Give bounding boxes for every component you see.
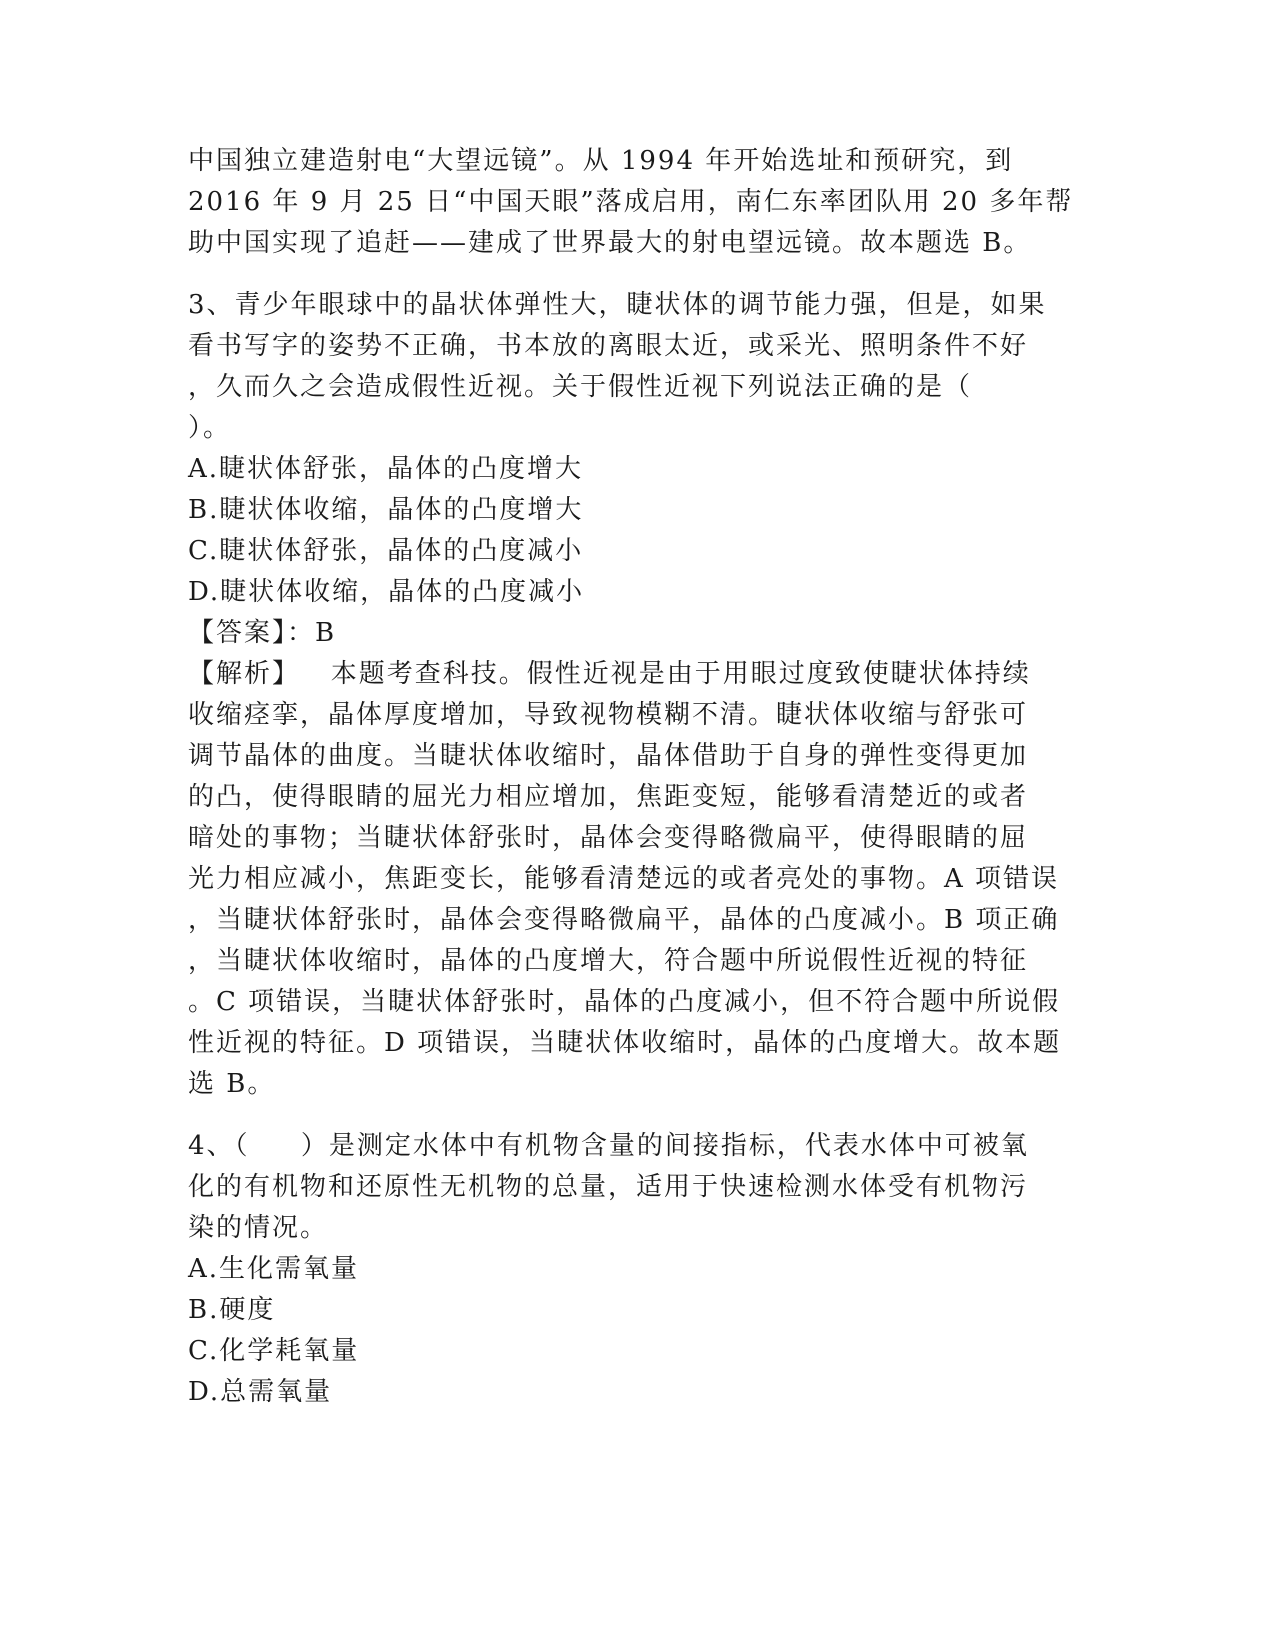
question-3-analysis-line: 的凸，使得眼睛的屈光力相应增加，焦距变短，能够看清楚近的或者: [188, 782, 1029, 812]
question-3-analysis-line: 收缩痉挛，晶体厚度增加，导致视物模糊不清。睫状体收缩与舒张可: [188, 700, 1029, 730]
question-4-stem-line: 化的有机物和还原性无机物的总量，适用于快速检测水体受有机物污: [188, 1172, 1029, 1202]
question-3-option-a: A.睫状体舒张，晶体的凸度增大: [188, 454, 584, 484]
question-4-option-c: C.化学耗氧量: [188, 1336, 360, 1366]
question-3-analysis-line: ，当睫状体收缩时，晶体的凸度增大，符合题中所说假性近视的特征: [188, 946, 1029, 976]
text-line: 助中国实现了追赶——建成了世界最大的射电望远镜。故本题选 B。: [188, 228, 1032, 258]
question-3-analysis-line: 。C 项错误，当睫状体舒张时，晶体的凸度减小，但不符合题中所说假: [188, 987, 1061, 1017]
question-3-option-c: C.睫状体舒张，晶体的凸度减小: [188, 536, 584, 566]
question-4-option-a: A.生化需氧量: [188, 1254, 360, 1284]
question-3-stem-line: ）。: [188, 413, 232, 443]
question-3-analysis-line: ，当睫状体舒张时，晶体会变得略微扁平，晶体的凸度减小。B 项正确: [188, 905, 1060, 935]
question-3-analysis-line: 光力相应减小，焦距变长，能够看清楚远的或者亮处的事物。A 项错误: [188, 864, 1060, 894]
question-3-analysis-line: 暗处的事物；当睫状体舒张时，晶体会变得略微扁平，使得眼睛的屈: [188, 823, 1029, 853]
question-4-stem-line: 4、（ ）是测定水体中有机物含量的间接指标，代表水体中可被氧: [188, 1131, 1029, 1161]
question-3-option-b: B.睫状体收缩，晶体的凸度增大: [188, 495, 584, 525]
question-3-analysis-line: 选 B。: [188, 1069, 276, 1099]
question-3-answer: 【答案】：B: [188, 618, 337, 648]
question-3-stem-line: ，久而久之会造成假性近视。关于假性近视下列说法正确的是（: [188, 372, 973, 402]
text-line: 2016 年 9 月 25 日“中国天眼”落成启用，南仁东率团队用 20 多年帮: [188, 187, 1074, 217]
text-line: 中国独立建造射电“大望远镜”。从 1994 年开始选址和预研究，到: [188, 146, 1014, 176]
question-4-option-d: D.总需氧量: [188, 1377, 333, 1407]
question-3-analysis-line: 调节晶体的曲度。当睫状体收缩时，晶体借助于自身的弹性变得更加: [188, 741, 1029, 771]
question-3-option-d: D.睫状体收缩，晶体的凸度减小: [188, 577, 585, 607]
question-3-stem-line: 3、青少年眼球中的晶状体弹性大，睫状体的调节能力强，但是，如果: [188, 290, 1047, 320]
question-3-stem-line: 看书写字的姿势不正确，书本放的离眼太近，或采光、照明条件不好: [188, 331, 1029, 361]
question-4-option-b: B.硬度: [188, 1295, 276, 1325]
question-3-analysis-line: 性近视的特征。D 项错误，当睫状体收缩时，晶体的凸度增大。故本题: [188, 1028, 1062, 1058]
question-4-stem-line: 染的情况。: [188, 1213, 329, 1243]
question-3-analysis-line: 【解析】 本题考查科技。假性近视是由于用眼过度致使睫状体持续: [188, 659, 1031, 689]
